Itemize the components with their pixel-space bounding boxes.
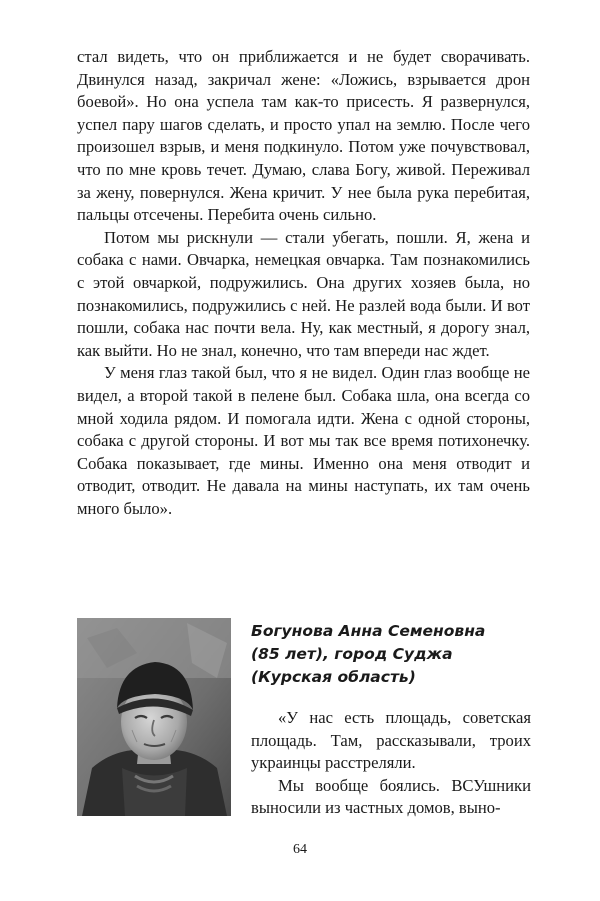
caption-region: (Курская область) <box>251 668 416 686</box>
portrait-illustration <box>77 618 231 816</box>
caption-name: Богунова Анна Семеновна <box>251 622 486 640</box>
paragraph-1: стал видеть, что он приближается и не будет сворачивать. Двинулся назад, закричал жене: «Ложись, взрывается дрон боевой». Но она успела там как-то присесть. Я развернулся, успел пару шагов сделать, и просто упал на землю. После чего произошел взрыв, и меня подкинуло. Потом уже почувствовал, что по мне кровь течет. Думаю, слава Богу, живой. Переживал за жену, повернулся. Жена кричит. У нее была рука перебитая, пальцы отсечены. Перебита очень сильно. <box>77 47 530 225</box>
paragraph-3: У меня глаз такой был, что я не видел. Один глаз вообще не видел, а второй такой в пелене был. Собака шла, она всегда со мной ходила рядом. И помогала идти. Жена с одной стороны, собака с другой стороны. И вот мы так все время потихонечку. Собака показывает, где мины. Именно она меня отводит и отводит, отводит. Не давала на мины наступать, их там очень много было». <box>77 363 530 518</box>
paragraph-2: Потом мы рискнули — стали убегать, пошли. Я, жена и собака с нами. Овчарка, немецкая овчарка. Там познакомились с этой овчаркой, подружились. Она других хозяев была, но познакомились, подружились с ней. Не разлей вода были. И вот пошли, собака нас почти вела. Ну, как местный, я дорогу знал, как выйти. Но не знал, конечно, что там впереди нас ждет. <box>77 227 530 360</box>
quote-paragraph-2: Мы вообще боялись. ВСУшники выносили из частных домов, выно- <box>251 775 531 818</box>
page-number: 64 <box>293 842 307 857</box>
quote-text <box>251 707 531 820</box>
portrait-photo <box>77 618 231 816</box>
person-caption <box>251 620 531 689</box>
caption-age-city: (85 лет), город Суджа <box>251 645 453 663</box>
quote-paragraph-1: «У нас есть площадь, советская площадь. Там, рассказывали, троих украинцы расстреляли. <box>251 708 531 773</box>
main-text <box>77 46 530 520</box>
